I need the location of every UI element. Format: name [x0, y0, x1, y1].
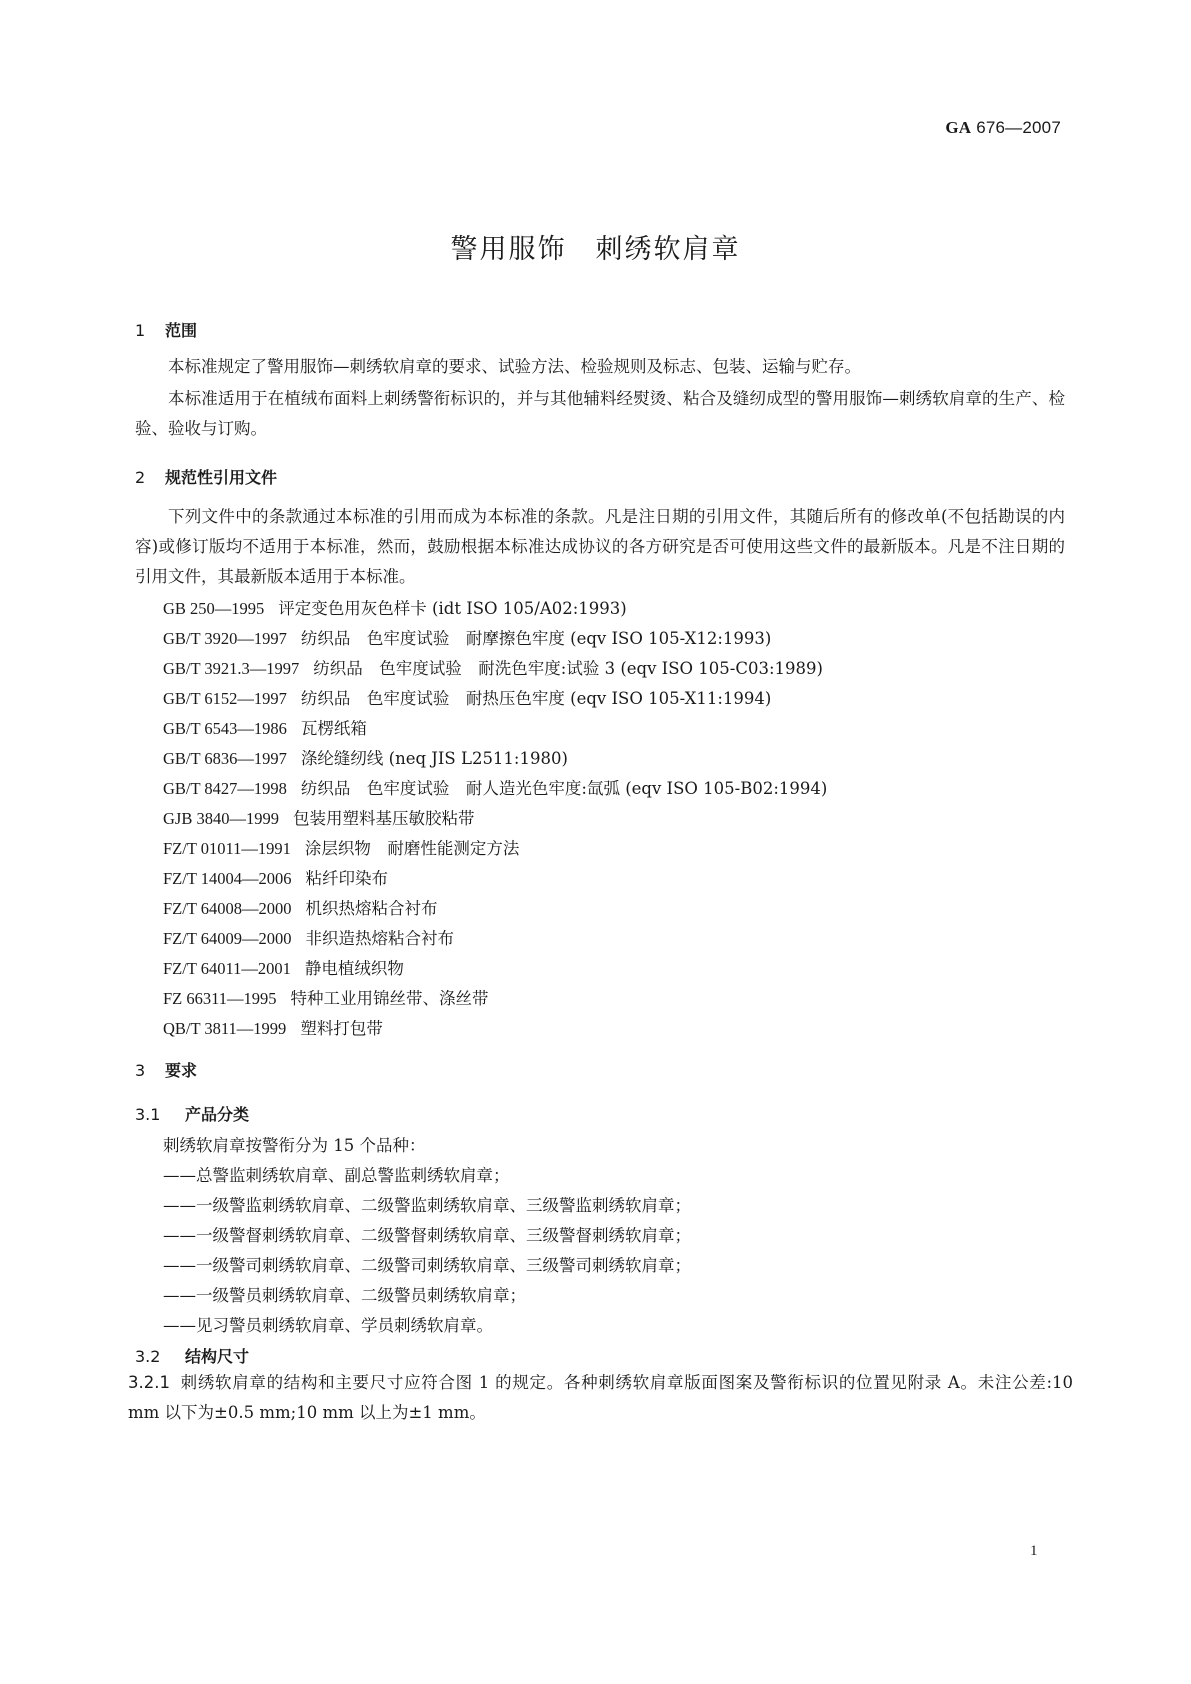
reference-title: 纺织品 色牢度试验 耐人造光色牢度:氙弧 (eqv ISO 105-B02:1994) [300, 779, 828, 798]
section-number: 1 [135, 321, 146, 340]
reference-title: 包装用塑料基压敏胶粘带 [292, 809, 475, 828]
reference-item [163, 745, 568, 769]
section-title: 要求 [165, 1061, 198, 1080]
reference-code: GB/T 6543—1986 [163, 719, 287, 738]
clause-text: 刺绣软肩章的结构和主要尺寸应符合图 1 的规定。各种刺绣软肩章版面图案及警衔标识的位置见附录 A。未注公差:10 mm 以下为±0.5 mm;10 mm 以上为±1 mm。 [128, 1373, 1073, 1422]
reference-title: 塑料打包带 [300, 1019, 383, 1038]
reference-item [163, 655, 823, 679]
reference-code: FZ/T 64008—2000 [163, 899, 292, 918]
reference-code: GB/T 6152—1997 [163, 689, 287, 708]
list-item: ——一级警监刺绣软肩章、二级警监刺绣软肩章、三级警监刺绣软肩章； [163, 1196, 691, 1215]
reference-code: FZ/T 01011—1991 [163, 839, 291, 858]
subsection-3-2-heading [135, 1344, 249, 1367]
list-item: ——一级警员刺绣软肩章、二级警员刺绣软肩章； [163, 1286, 526, 1305]
reference-code: GJB 3840—1999 [163, 809, 279, 828]
subsection-number: 3.1 [135, 1105, 161, 1124]
reference-title: 涤纶缝纫线 (neq JIS L2511:1980) [300, 749, 568, 768]
list-item: ——一级警督刺绣软肩章、二级警督刺绣软肩章、三级警督刺绣软肩章； [163, 1226, 691, 1245]
subsection-title: 产品分类 [185, 1105, 250, 1124]
reference-title: 机织热熔粘合衬布 [305, 899, 438, 918]
section-1-heading [135, 318, 197, 341]
standard-number [945, 118, 1061, 138]
clause-number: 3.2.1 [128, 1373, 170, 1392]
reference-code: FZ/T 64009—2000 [163, 929, 292, 948]
list-item: ——见习警员刺绣软肩章、学员刺绣软肩章。 [163, 1316, 493, 1335]
reference-code: GB 250—1995 [163, 599, 265, 618]
reference-title: 静电植绒织物 [304, 959, 404, 978]
subsection-3-1-heading [135, 1102, 249, 1125]
list-item: ——一级警司刺绣软肩章、二级警司刺绣软肩章、三级警司刺绣软肩章； [163, 1256, 691, 1275]
subsection-3-1-intro: 刺绣软肩章按警衔分为 15 个品种： [163, 1136, 426, 1155]
reference-title: 评定变色用灰色样卡 (idt ISO 105/A02:1993) [278, 599, 627, 618]
section-number: 2 [135, 468, 146, 487]
reference-code: FZ/T 14004—2006 [163, 869, 292, 888]
section-number: 3 [135, 1061, 146, 1080]
section-1-paragraph-1: 本标准规定了警用服饰—刺绣软肩章的要求、试验方法、检验规则及标志、包装、运输与贮存。 [168, 357, 861, 376]
reference-item [163, 895, 438, 919]
clause-3-2-1 [128, 1368, 1073, 1428]
reference-code: GB/T 6836—1997 [163, 749, 287, 768]
reference-title: 粘纤印染布 [305, 869, 388, 888]
reference-code: GB/T 3921.3—1997 [163, 659, 300, 678]
standard-prefix: GA [945, 118, 972, 137]
reference-item [163, 715, 367, 739]
reference-item [163, 805, 474, 829]
reference-code: GB/T 8427—1998 [163, 779, 287, 798]
reference-code: FZ 66311—1995 [163, 989, 277, 1008]
reference-code: QB/T 3811—1999 [163, 1019, 287, 1038]
reference-code: GB/T 3920—1997 [163, 629, 287, 648]
reference-title: 涂层织物 耐磨性能测定方法 [304, 839, 520, 858]
reference-title: 非织造热熔粘合衬布 [305, 929, 454, 948]
reference-item [163, 925, 454, 949]
section-title: 范围 [165, 321, 198, 340]
reference-title: 纺织品 色牢度试验 耐热压色牢度 (eqv ISO 105-X11:1994) [300, 689, 772, 708]
reference-title: 纺织品 色牢度试验 耐洗色牢度:试验 3 (eqv ISO 105-C03:1989) [313, 659, 823, 678]
reference-item [163, 625, 771, 649]
reference-title: 纺织品 色牢度试验 耐摩擦色牢度 (eqv ISO 105-X12:1993) [300, 629, 772, 648]
subsection-number: 3.2 [135, 1347, 161, 1366]
list-item: ——总警监刺绣软肩章、副总警监刺绣软肩章； [163, 1166, 510, 1185]
reference-item [163, 685, 771, 709]
section-title: 规范性引用文件 [165, 468, 278, 487]
section-1-paragraph-2: 本标准适用于在植绒布面料上刺绣警衔标识的，并与其他辅料经熨烫、粘合及缝纫成型的警用服饰—刺绣软肩章的生产、检验、验收与订购。 [135, 389, 1065, 438]
page-number: 1 [1030, 1543, 1038, 1559]
reference-title: 特种工业用锦丝带、涤丝带 [290, 989, 489, 1008]
standard-code: 676—2007 [976, 118, 1061, 137]
reference-code: FZ/T 64011—2001 [163, 959, 291, 978]
reference-item [163, 955, 404, 979]
section-3-heading [135, 1058, 197, 1081]
reference-title: 瓦楞纸箱 [300, 719, 367, 738]
subsection-title: 结构尺寸 [185, 1347, 250, 1366]
reference-item [163, 1015, 383, 1039]
reference-item [163, 865, 388, 889]
section-2-heading [135, 465, 277, 488]
document-title: 警用服饰 刺绣软肩章 [450, 234, 741, 265]
reference-item [163, 985, 489, 1009]
reference-item [163, 835, 519, 859]
reference-item [163, 775, 827, 799]
reference-item [163, 595, 627, 619]
section-2-intro: 下列文件中的条款通过本标准的引用而成为本标准的条款。凡是注日期的引用文件，其随后所有的修改单(不包括勘误的内容)或修订版均不适用于本标准，然而，鼓励根据本标准达成协议的各方研究是否可使用这些文件的最新版本。凡是不注日期的引用文件，其最新版本适用于本标准。 [135, 507, 1065, 586]
